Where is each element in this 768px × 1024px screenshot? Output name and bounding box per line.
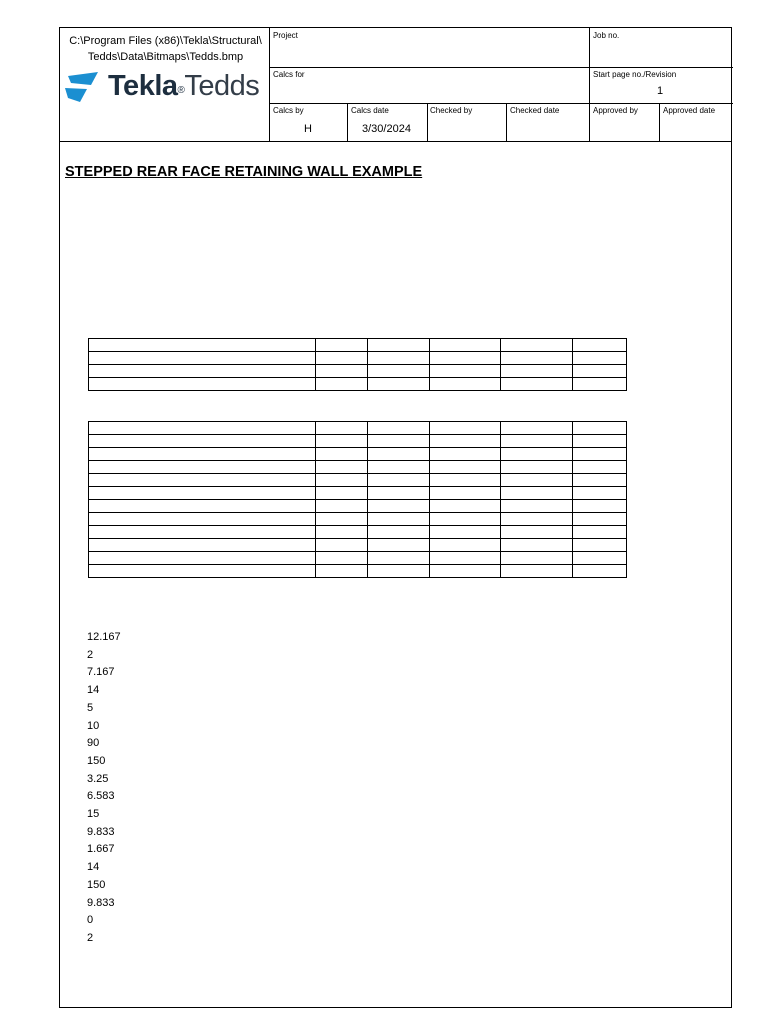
value-item: 9.833: [87, 896, 115, 909]
value-item: 150: [87, 878, 106, 891]
value-item: 3.25: [87, 772, 109, 785]
start-page-label: Start page no./Revision: [593, 70, 677, 79]
table-row: [89, 461, 627, 474]
table-row: [89, 422, 627, 435]
tekla-tedds-logo: Tekla®Tedds: [65, 70, 259, 103]
table-row: [89, 487, 627, 500]
value-item: 0: [87, 914, 94, 927]
calcs-date-label: Calcs date: [351, 106, 389, 115]
checked-by-label: Checked by: [430, 106, 473, 115]
checked-date-label: Checked date: [510, 106, 560, 115]
value-item: 10: [87, 719, 100, 732]
table-row: [89, 435, 627, 448]
value-item: 6.583: [87, 790, 115, 803]
table-row: [89, 500, 627, 513]
empty-table-1: [88, 338, 627, 391]
table-row: [89, 539, 627, 552]
table-row: [89, 474, 627, 487]
table-row: [89, 552, 627, 565]
tekla-logo-icon: [65, 72, 101, 102]
value-item: 7.167: [87, 666, 115, 679]
table-row: [89, 513, 627, 526]
calcs-for-label: Calcs for: [273, 70, 305, 79]
project-label: Project: [273, 31, 298, 40]
start-page-value: 1: [657, 85, 664, 97]
table-row: [89, 526, 627, 539]
value-item: 12.167: [87, 631, 121, 643]
table-row: [89, 448, 627, 461]
bitmap-path: C:\Program Files (x86)\Tekla\Structural\ Tedds\Data\Bitmaps\Tedds.bmp: [69, 35, 262, 63]
title-block: [60, 28, 731, 142]
value-item: 14: [87, 861, 100, 874]
table-row: [89, 378, 627, 391]
approved-by-label: Approved by: [593, 106, 638, 115]
value-item: 5: [87, 701, 94, 714]
calcs-date-value: 3/30/2024: [362, 123, 411, 135]
table-row: [89, 565, 627, 578]
logo-brand-light: Tedds: [184, 70, 260, 102]
calcs-by-value: H: [304, 123, 312, 135]
value-item: 15: [87, 808, 100, 821]
table-row: [89, 365, 627, 378]
logo-brand-bold: Tekla: [108, 70, 178, 102]
calcs-by-label: Calcs by: [273, 106, 304, 115]
page-title: STEPPED REAR FACE RETAINING WALL EXAMPLE: [65, 164, 423, 180]
empty-table-2: [88, 421, 627, 578]
value-item: 2: [87, 648, 94, 661]
value-item: 9.833: [87, 825, 115, 838]
job-no-label: Job no.: [593, 31, 620, 40]
approved-date-label: Approved date: [663, 106, 716, 115]
table-row: [89, 339, 627, 352]
value-item: 14: [87, 684, 100, 697]
value-item: 2: [87, 931, 94, 944]
value-item: 90: [87, 737, 100, 750]
value-list: [87, 629, 121, 948]
table-row: [89, 352, 627, 365]
value-item: 1.667: [87, 843, 115, 856]
value-item: 150: [87, 754, 106, 767]
calculation-sheet: [59, 27, 732, 1008]
